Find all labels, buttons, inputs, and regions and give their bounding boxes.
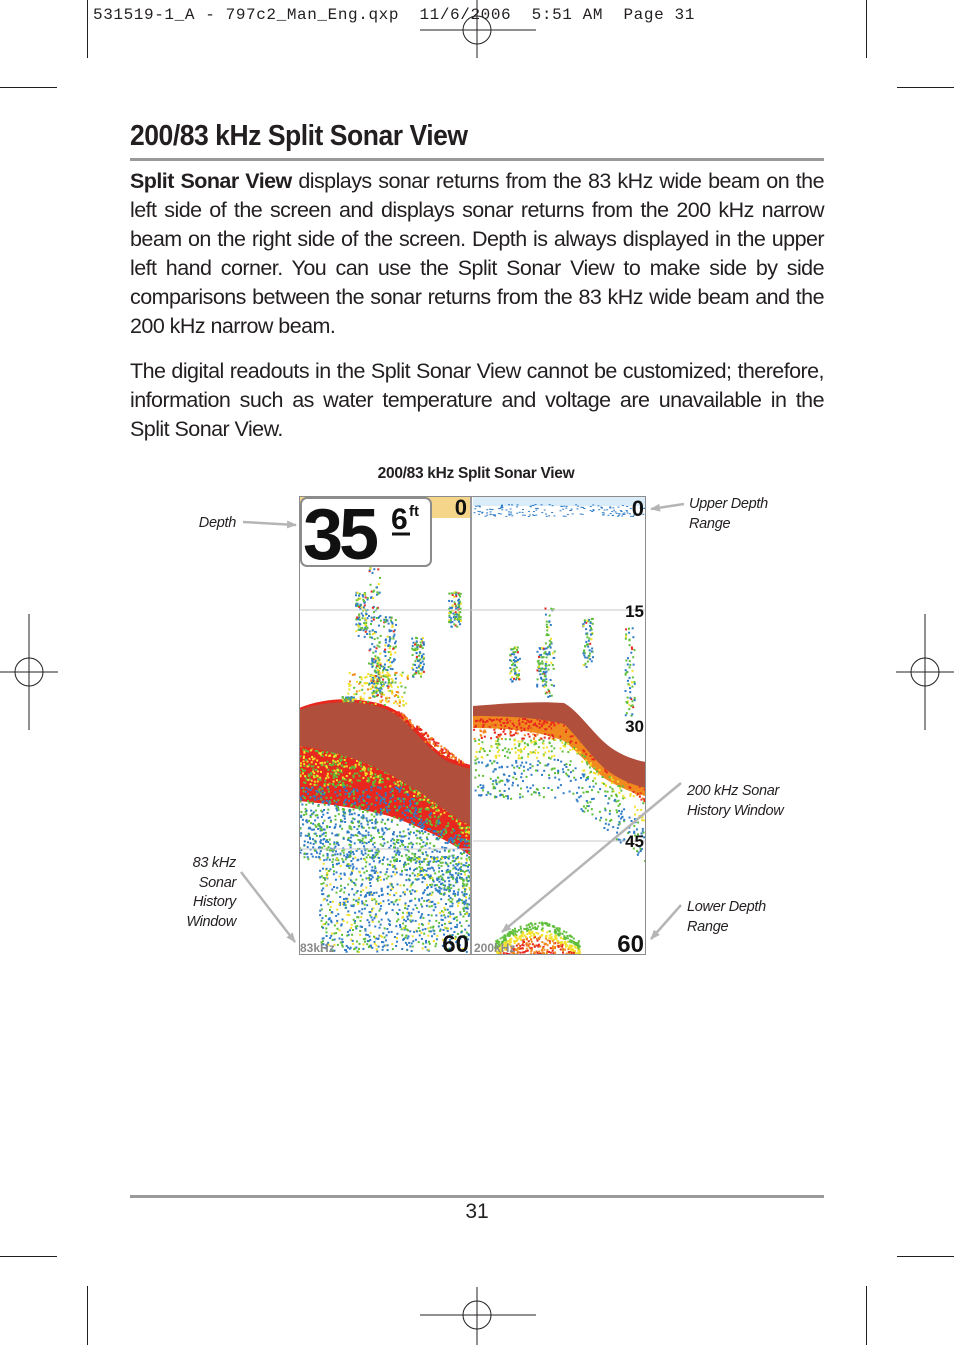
readouts-paragraph: The digital readouts in the Split Sonar View cannot be customized; therefore, information such as water temperature and voltage are unavailable in the Split Sonar View.: [130, 359, 824, 441]
figure-caption: 200/83 kHz Split Sonar View: [377, 465, 575, 482]
print-slug: 531519-1_A - 797c2_Man_Eng.qxp 11/6/2006 5:51 AM Page 31: [93, 6, 695, 24]
intro-bold-term: Split Sonar View: [130, 169, 292, 193]
page-title: 200/83 kHz Split Sonar View: [130, 120, 468, 152]
intro-text: displays sonar returns from the 83 kHz wide beam on the left side of the screen and displays sonar returns from the 200 kHz narrow beam on the right side of the screen. Depth is always displayed in the upper left hand corner. You can use the Split Sonar View to make side by side comparisons between the sonar returns from the 83 kHz wide beam and the 200 kHz narrow beam.: [130, 169, 824, 338]
